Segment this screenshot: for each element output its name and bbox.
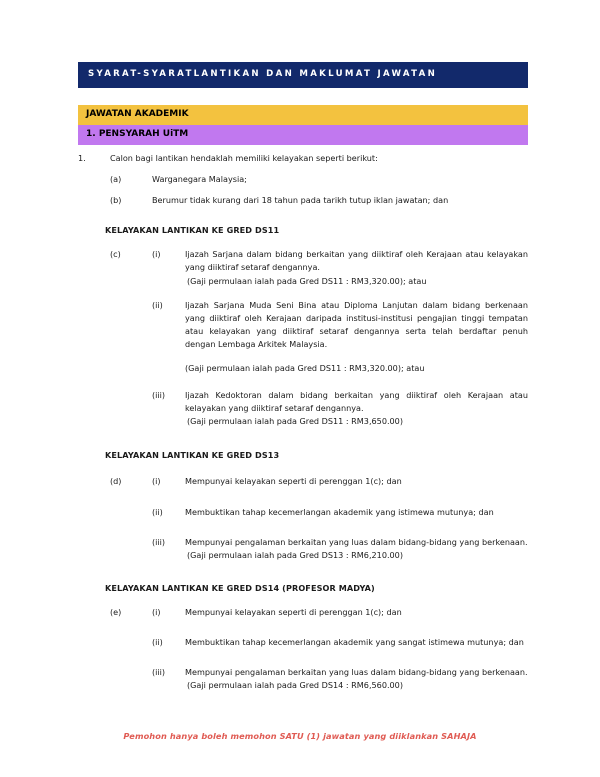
ds13-item-i (78, 475, 528, 488)
ds11-item-i-roman: (i) (152, 249, 161, 260)
ds14-item-iii-roman: (iii) (152, 667, 166, 678)
document-title-banner: SYARAT-SYARATLANTIKAN DAN MAKLUMAT JAWATAN (78, 62, 528, 88)
ds11-item-iii (78, 389, 528, 428)
category-bar-group (78, 105, 528, 145)
general-item-b (78, 194, 528, 207)
general-item-a (78, 173, 528, 186)
ds14-item-ii-text: Membuktikan tahap kecemerlangan akademik yang sangat istimewa mutunya; dan (185, 636, 524, 647)
ds13-item-ii-roman: (ii) (152, 506, 163, 517)
position-bar-pensyarah-uitm: 1. PENSYARAH UiTM (78, 125, 528, 145)
ds14-item-iii (78, 666, 528, 692)
ds13-item-i-roman: (i) (152, 476, 161, 487)
ds13-item-ii-text: Membuktikan tahap kecemerlangan akademik yang istimewa mutunya; dan (185, 506, 494, 517)
general-item-a-text: Warganegara Malaysia; (152, 174, 247, 185)
footer-note: Pemohon hanya boleh memohon SATU (1) jawatan yang diiklankan SAHAJA (123, 731, 477, 741)
ds11-item-i-salary: (Gaji permulaan ialah pada Gred DS11 : RM3,320.00); atau (187, 275, 427, 286)
ds13-item-iii-salary: (Gaji permulaan ialah pada Gred DS13 : RM6,210.00) (187, 549, 403, 560)
ds14-item-i (78, 606, 528, 619)
ds11-item-ii-roman: (ii) (152, 299, 163, 310)
ds11-item-i-text: Ijazah Sarjana dalam bidang berkaitan yang diiktiraf oleh Kerajaan atau kelayakan yang diiktiraf setaraf dengannya. (185, 249, 528, 273)
ds14-item-ii (78, 636, 528, 649)
ds13-item-iii-roman: (iii) (152, 536, 166, 547)
section-heading-ds13: KELAYAKAN LANTIKAN KE GRED DS13 (105, 449, 280, 460)
ds11-item-i (78, 248, 528, 287)
ds11-item-iii-text: Ijazah Kedoktoran dalam bidang berkaitan yang diiktiraf oleh Kerajaan atau kelayakan yang diiktiraf setaraf dengannya. (185, 390, 528, 414)
ds14-item-i-text: Mempunyai kelayakan seperti di perenggan 1(c); dan (185, 606, 402, 617)
ds13-item-ii (78, 506, 528, 519)
ds11-item-iii-roman: (iii) (152, 390, 166, 401)
ds14-item-iii-salary: (Gaji permulaan ialah pada Gred DS14 : RM6,560.00) (187, 680, 403, 691)
ds13-alpha-marker: (d) (110, 476, 122, 487)
general-item-a-marker: (a) (110, 174, 122, 185)
section-heading-ds14: KELAYAKAN LANTIKAN KE GRED DS14 (PROFESOR MADYA) (105, 582, 375, 593)
ds11-item-ii-salary: (Gaji permulaan ialah pada Gred DS11 : RM3,320.00); atau (185, 363, 425, 374)
ds14-alpha-marker: (e) (110, 606, 122, 617)
ds11-alpha-marker: (c) (110, 249, 121, 260)
ds13-item-i-text: Mempunyai kelayakan seperti di perenggan 1(c); dan (185, 476, 402, 487)
ds11-item-ii-salary-row (78, 362, 528, 375)
category-bar-jawatan-akademik: JAWATAN AKADEMIK (78, 105, 528, 125)
ds11-item-ii-text: Ijazah Sarjana Muda Seni Bina atau Diploma Lanjutan dalam bidang berkenaan yang diiktiraf oleh Kerajaan daripada institusi-institusi pengajian tinggi tempatan atau kelayakan yang diiktiraf setaraf dengannya serta telah berdaftar penuh dengan Lembaga Arkitek Malaysia. (185, 299, 528, 349)
general-item-b-marker: (b) (110, 195, 122, 206)
ds14-item-iii-text: Mempunyai pengalaman berkaitan yang luas dalam bidang-bidang yang berkenaan. (185, 667, 528, 678)
ds14-item-i-roman: (i) (152, 606, 161, 617)
intro-row (78, 152, 528, 165)
intro-text: Calon bagi lantikan hendaklah memiliki kelayakan seperti berikut: (110, 153, 378, 164)
ds13-item-iii (78, 536, 528, 562)
document-body (78, 152, 528, 692)
ds13-item-iii-text: Mempunyai pengalaman berkaitan yang luas dalam bidang-bidang yang berkenaan. (185, 536, 528, 547)
general-item-b-text: Berumur tidak kurang dari 18 tahun pada tarikh tutup iklan jawatan; dan (152, 195, 449, 206)
ds14-item-ii-roman: (ii) (152, 636, 163, 647)
document-content (78, 62, 528, 692)
intro-number: 1. (78, 153, 86, 164)
ds11-item-iii-salary: (Gaji permulaan ialah pada Gred DS11 : RM3,650.00) (187, 416, 403, 427)
section-heading-ds11: KELAYAKAN LANTIKAN KE GRED DS11 (105, 225, 280, 236)
ds11-item-ii (78, 299, 528, 351)
